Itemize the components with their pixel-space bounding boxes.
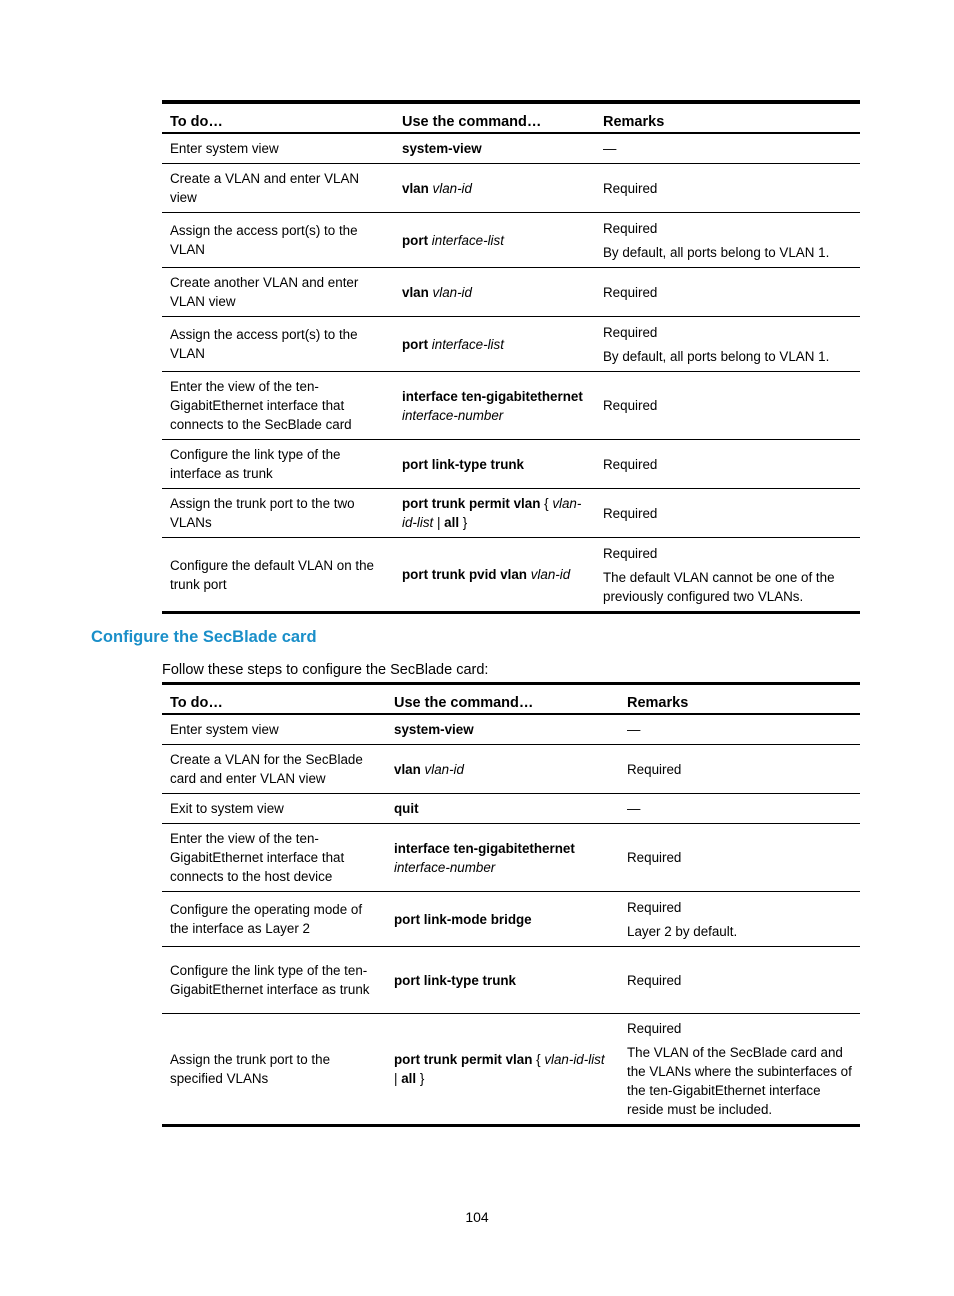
command-keyword: all	[401, 1071, 417, 1086]
command-cell	[386, 947, 619, 1014]
command-text: {	[532, 1052, 545, 1067]
column-header-todo: To do…	[162, 684, 386, 715]
remark-line: Required	[627, 761, 682, 777]
remark-line: By default, all ports belong to VLAN 1.	[603, 244, 830, 260]
page-number: 104	[465, 1209, 489, 1225]
command-cell	[386, 745, 619, 794]
table-row	[162, 892, 860, 947]
command-text: |	[394, 1071, 402, 1086]
section-heading: Configure the SecBlade card	[91, 628, 317, 646]
command-text: }	[416, 1071, 425, 1086]
remarks-cell	[595, 213, 860, 268]
command-text: }	[459, 515, 468, 530]
remark-line: Layer 2 by default.	[627, 923, 738, 939]
table-body	[162, 133, 860, 613]
table-row	[162, 133, 860, 164]
command-keyword: interface ten-gigabitethernet	[402, 388, 583, 404]
command-keyword: all	[444, 515, 460, 530]
command-keyword: port link-mode bridge	[394, 911, 532, 927]
command-argument: vlan-id-list	[544, 1052, 605, 1067]
remark-line: Required	[627, 1021, 682, 1036]
command-cell	[394, 440, 595, 489]
remarks-cell	[595, 440, 860, 489]
todo-cell: Configure the operating mode of the interface as Layer 2	[162, 892, 386, 947]
command-keyword: vlan	[402, 284, 429, 300]
todo-cell: Configure the link type of the ten-GigabitEthernet interface as trunk	[162, 947, 386, 1014]
command-keyword: port	[402, 232, 429, 248]
table-header-row	[162, 684, 860, 715]
todo-cell: Create another VLAN and enter VLAN view	[162, 268, 394, 317]
command-cell	[386, 1014, 619, 1126]
command-keyword: port trunk permit vlan	[402, 496, 541, 511]
remark-line: Required	[603, 180, 658, 196]
remarks-cell	[595, 372, 860, 440]
remarks-cell	[595, 164, 860, 213]
remarks-cell	[595, 268, 860, 317]
command-argument: vlan-id	[432, 284, 472, 300]
remarks-cell	[619, 714, 860, 745]
command-argument: vlan-id	[432, 180, 472, 196]
table-row	[162, 745, 860, 794]
command-argument: interface-list	[431, 336, 504, 352]
remark-line: Required	[603, 324, 658, 340]
remark-line: Required	[627, 850, 682, 865]
table-row	[162, 213, 860, 268]
todo-cell: Configure the default VLAN on the trunk port	[170, 557, 374, 592]
remark-line: —	[627, 722, 641, 737]
remarks-cell	[595, 538, 860, 613]
table-row	[162, 794, 860, 824]
command-argument: interface-list	[431, 232, 504, 248]
todo-cell: Assign the access port(s) to the VLAN	[162, 213, 394, 268]
column-header-remarks: Remarks	[595, 102, 860, 133]
table-row	[162, 947, 860, 1014]
remark-line: Required	[603, 456, 658, 472]
remark-line: Required	[627, 899, 682, 915]
command-cell	[394, 133, 595, 164]
table-row	[162, 538, 860, 613]
command-cell	[394, 538, 595, 613]
command-cell	[394, 268, 595, 317]
remarks-cell	[619, 794, 860, 824]
command-keyword: port trunk pvid vlan	[402, 567, 527, 582]
intro-paragraph: Follow these steps to configure the SecBlade card:	[162, 662, 489, 678]
remark-line: The default VLAN cannot be one of the previously configured two VLANs.	[603, 569, 835, 604]
command-keyword: port link-type trunk	[402, 456, 525, 472]
table-header-row	[162, 102, 860, 133]
todo-cell: Create a VLAN for the SecBlade card and enter VLAN view	[162, 745, 386, 794]
remark-line: Required	[603, 284, 658, 300]
table-row	[162, 440, 860, 489]
todo-cell: Enter the view of the ten-GigabitEthernet interface that connects to the SecBlade card	[162, 372, 394, 440]
table-row	[162, 714, 860, 745]
table-row	[162, 489, 860, 538]
command-cell	[394, 317, 595, 372]
todo-cell: Configure the link type of the interface as trunk	[162, 440, 394, 489]
command-cell	[386, 892, 619, 947]
vlan-config-table	[162, 100, 860, 614]
column-header-command: Use the command…	[394, 102, 595, 133]
remark-line: By default, all ports belong to VLAN 1.	[603, 348, 830, 364]
remark-line: Required	[603, 505, 658, 521]
command-argument: vlan-id-list	[402, 496, 582, 530]
remarks-cell	[619, 947, 860, 1014]
todo-cell: Enter system view	[162, 714, 386, 745]
command-cell	[386, 714, 619, 745]
table-row	[162, 268, 860, 317]
remark-line: Required	[603, 398, 658, 413]
todo-cell: Enter system view	[162, 133, 394, 164]
command-text: |	[433, 515, 445, 530]
command-keyword: interface ten-gigabitethernet	[394, 840, 575, 856]
todo-cell: Assign the trunk port to the specified VLANs	[170, 1052, 331, 1086]
todo-cell: Enter the view of the ten-GigabitEthernet interface that connects to the host device	[162, 824, 386, 892]
remarks-cell	[595, 317, 860, 372]
table-row	[162, 317, 860, 372]
remarks-cell	[619, 892, 860, 947]
command-argument: vlan-id	[530, 567, 571, 582]
column-header-command: Use the command…	[386, 684, 619, 715]
command-cell	[394, 213, 595, 268]
command-argument: interface-number	[394, 859, 496, 875]
command-keyword: system-view	[394, 722, 474, 737]
todo-cell: Assign the trunk port to the two VLANs	[162, 489, 394, 538]
secblade-config-table	[162, 682, 860, 1127]
command-cell	[386, 824, 619, 892]
command-argument: vlan-id	[424, 761, 464, 777]
remark-line: Required	[603, 220, 658, 236]
remarks-cell	[595, 133, 860, 164]
command-argument: interface-number	[402, 407, 504, 423]
command-keyword: vlan	[394, 761, 421, 777]
remark-line: Required	[603, 545, 658, 561]
column-header-todo: To do…	[162, 102, 394, 133]
command-keyword: quit	[394, 801, 419, 816]
command-text: {	[540, 496, 553, 511]
column-header-remarks: Remarks	[619, 684, 860, 715]
command-cell	[394, 164, 595, 213]
remarks-cell	[619, 824, 860, 892]
todo-cell: Assign the access port(s) to the VLAN	[162, 317, 394, 372]
command-cell	[394, 489, 595, 538]
todo-cell: Exit to system view	[162, 794, 386, 824]
command-keyword: port trunk permit vlan	[394, 1052, 533, 1067]
table-row	[162, 824, 860, 892]
todo-cell: Create a VLAN and enter VLAN view	[162, 164, 394, 213]
command-keyword: system-view	[402, 141, 482, 156]
remark-line: Required	[627, 972, 682, 988]
table-body	[162, 714, 860, 1126]
command-keyword: port	[402, 336, 429, 352]
command-keyword: vlan	[402, 180, 429, 196]
table-row	[162, 164, 860, 213]
command-keyword: port link-type trunk	[394, 972, 517, 988]
command-cell	[394, 372, 595, 440]
remark-line: —	[603, 141, 617, 156]
remarks-cell	[595, 489, 860, 538]
table-row	[162, 1014, 860, 1126]
table-row	[162, 372, 860, 440]
remark-line: The VLAN of the SecBlade card and the VLANs where the subinterfaces of the ten-GigabitEthernet interface reside must be included.	[627, 1045, 852, 1117]
remarks-cell	[619, 745, 860, 794]
command-cell	[386, 794, 619, 824]
remark-line: —	[627, 801, 641, 816]
remarks-cell	[619, 1014, 860, 1126]
